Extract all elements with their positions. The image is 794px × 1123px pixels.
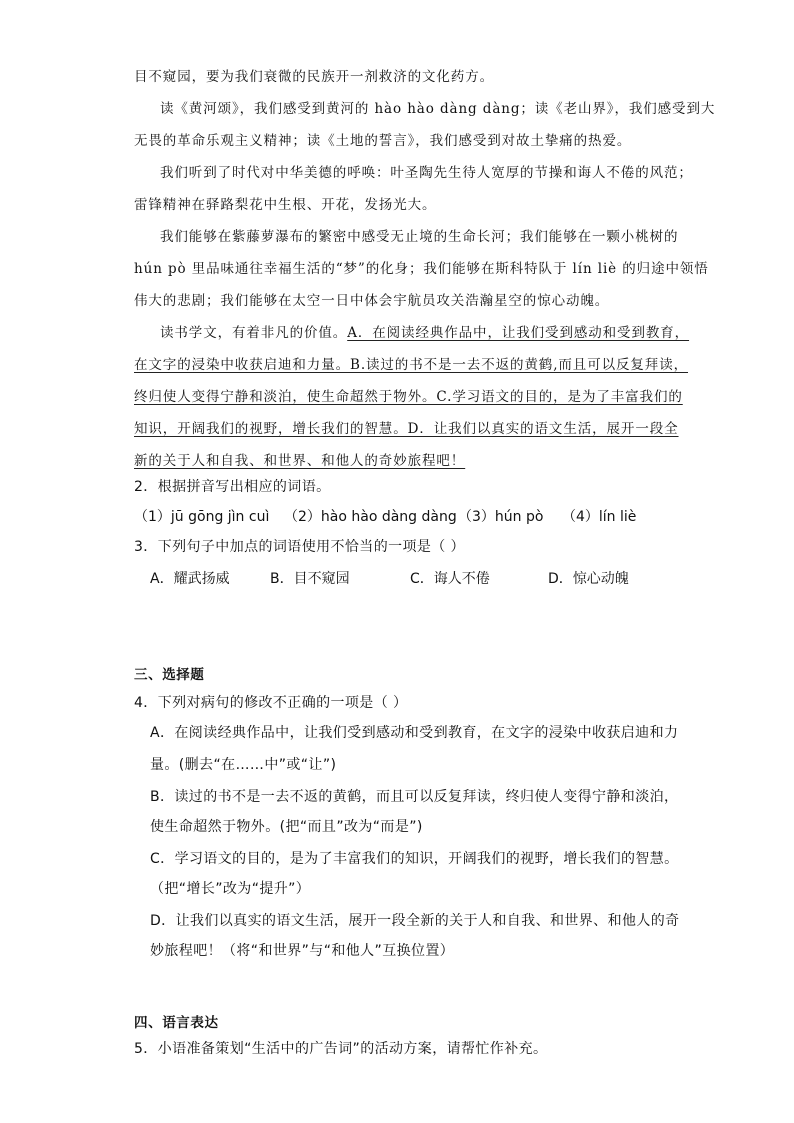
q4-stem: 4．下列对病句的修改不正确的一项是（ ） (134, 695, 408, 711)
q4-option-b-line-2: 使生命超然于物外。(把“而且”改为“而是”) (150, 819, 423, 835)
passage-line-4: 我们听到了时代对中华美德的呼唤：叶圣陶先生待人宽厚的节操和诲人不倦的风范； (160, 165, 693, 181)
q2-item-3: （3）hún pò (458, 509, 544, 525)
q4-option-d-line-2: 妙旅程吧！（将“和世界”与“和他人”互换位置） (150, 943, 455, 959)
passage-line-12: 知识，开阔我们的视野，增长我们的智慧。D．让我们以真实的语文生活，展开一段全 (134, 421, 679, 437)
passage-line-13: 新的关于人和自我、和世界、和他人的奇妙旅程吧！ (134, 453, 466, 469)
passage-line-9 (160, 324, 689, 342)
q4-option-b-line-1: B．读过的书不是一去不返的黄鹤，而且可以反复拜读，终归使人变得宁静和淡泊， (150, 789, 679, 805)
passage-line-10: 在文字的浸染中收获启迪和力量。B.读过的书不是一去不返的黄鹤,而且可以反复拜读， (134, 357, 689, 373)
passage-line-11: 终归使人变得宁静和淡泊，使生命超然于物外。C.学习语文的目的，是为了丰富我们的 (134, 389, 683, 405)
q5-stem: 5．小语准备策划“生活中的广告词”的活动方案，请帮忙作补充。 (134, 1041, 548, 1057)
q3-stem: 3．下列句子中加点的词语使用不恰当的一项是（ ） (134, 539, 465, 555)
section-4-heading: 四、语言表达 (134, 1015, 219, 1031)
passage-line-6: 我们能够在紫藤萝瀑布的繁密中感受无止境的生命长河；我们能够在一颗小桃树的 (160, 229, 679, 245)
q3-option-b: B．目不窥园 (270, 571, 350, 587)
section-3-heading: 三、选择题 (134, 667, 205, 683)
q4-option-c-line-2: （把“增长”改为“提升”） (150, 881, 311, 897)
q2-item-2: （2）hào hào dàng dàng (284, 509, 457, 525)
q3-option-a: A．耀武扬威 (150, 571, 230, 587)
passage-line-2: 读《黄河颂》，我们感受到黄河的 hào hào dàng dàng；读《老山界》，我们感受到大 (160, 101, 716, 117)
passage-line-8: 伟大的悲剧；我们能够在太空一日中体会宇航员攻关浩瀚星空的惊心动魄。 (134, 293, 610, 309)
passage-line-5: 雷锋精神在驿路梨花中生根、开花，发扬光大。 (134, 197, 437, 213)
q4-option-d-line-1: D．让我们以真实的语文生活，展开一段全新的关于人和自我、和世界、和他人的奇 (150, 913, 680, 929)
q3-option-c: C．诲人不倦 (410, 571, 490, 587)
q2-item-1: （1）jū gōng jìn cuì (134, 509, 270, 525)
passage-line-1: 目不窥园，要为我们衰微的民族开一剂救济的文化药方。 (134, 69, 494, 85)
q2-stem: 2．根据拼音写出相应的词语。 (134, 479, 331, 495)
passage-line-9-underlined: A．在阅读经典作品中，让我们受到感动和受到教育， (347, 325, 690, 341)
q4-option-c-line-1: C．学习语文的目的，是为了丰富我们的知识，开阔我们的视野，增长我们的智慧。 (150, 851, 679, 867)
passage-line-3: 无畏的革命乐观主义精神；读《土地的誓言》，我们感受到对故土挚痛的热爱。 (134, 133, 632, 149)
q3-option-d: D．惊心动魄 (548, 571, 629, 587)
q4-option-a-line-1: A．在阅读经典作品中，让我们受到感动和受到教育，在文字的浸染中收获启迪和力 (150, 725, 679, 741)
passage-line-9-prefix: 读书学文，有着非凡的价值。 (160, 325, 348, 341)
q4-option-a-line-2: 量。(删去“在……中”或“让”) (150, 757, 337, 773)
q2-item-4: （4）lín liè (562, 509, 637, 525)
passage-line-7: hún pò 里品味通往幸福生活的“梦”的化身；我们能够在斯科特队于 lín liè 的归途中领悟 (134, 261, 709, 277)
